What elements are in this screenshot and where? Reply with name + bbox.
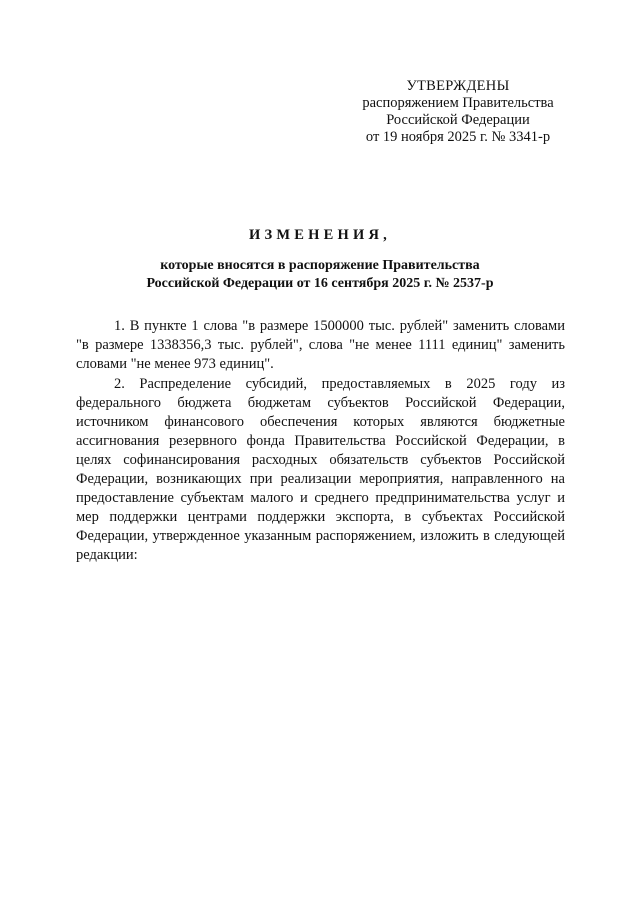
approval-line-3: от 19 ноября 2025 г. № 3341-р (365, 129, 551, 145)
approval-line-2: Российской Федерации (386, 112, 530, 128)
paragraph-1: 1. В пункте 1 слова "в размере 1500000 тыс. рублей" заменить словами "в размере 1338356,3 тыс. рублей", слова "не менее 1111 единиц" заменить словами "не менее 973 единиц". (76, 318, 565, 372)
approval-heading: УТВЕРЖДЕНЫ (406, 78, 510, 94)
document-title-block (70, 226, 570, 293)
document-subtitle-line-2: Российской Федерации от 16 сентября 2025 г. № 2537-р (146, 276, 494, 291)
document-title: ИЗМЕНЕНИЯ, (249, 227, 391, 243)
approval-line-1: распоряжением Правительства (362, 95, 554, 111)
document-subtitle-line-1: которые вносятся в распоряжение Правительства (160, 258, 480, 273)
approval-stamp (340, 78, 576, 146)
paragraph-2: 2. Распределение субсидий, предоставляемых в 2025 году из федерального бюджета бюджетам субъектов Российской Федерации, источником финансового обеспечения которых являются бюджетные ассигнования резервного фонда Правительства Российской Федерации, в целях софинансирования расходных обязательств субъектов Российской Федерации, возникающих при реализации мероприятия, направленного на предоставление субъектам малого и среднего предпринимательства услуг и мер поддержки центрами поддержки экспорта, в субъектах Российской Федерации, утвержденное указанным распоряжением, изложить в следующей редакции: (76, 376, 565, 563)
document-body (76, 317, 565, 566)
